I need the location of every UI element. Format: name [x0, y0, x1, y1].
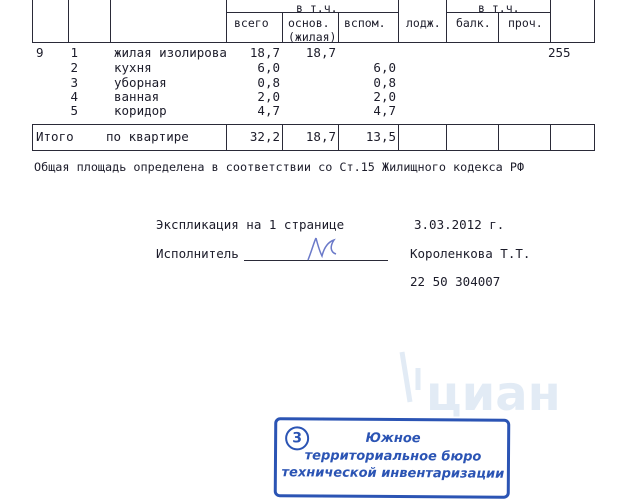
signature-icon	[300, 232, 344, 266]
col-other: проч.	[508, 16, 543, 30]
row-number: 3	[70, 75, 78, 90]
total-desc: по квартире	[106, 129, 189, 144]
row-number: 4	[70, 89, 78, 104]
col-aux: вспом.	[344, 16, 386, 30]
stamp	[274, 417, 511, 499]
stamp-line-2: территориальное бюро	[304, 448, 482, 465]
area-note: Общая площадь определена в соответствии со Ст.15 Жилищного кодекса РФ	[34, 160, 525, 174]
room-total: 0,8	[257, 75, 280, 90]
room-total: 18,7	[249, 45, 280, 60]
room-aux: 4,7	[373, 103, 396, 118]
room-name: кухня	[114, 60, 152, 75]
col-main: основ.	[288, 16, 330, 30]
executor-label: Исполнитель	[156, 246, 239, 261]
room-main: 18,7	[305, 45, 336, 60]
room-name: ванная	[114, 89, 160, 104]
col-balcony: балк.	[456, 16, 491, 30]
row-number: 2	[70, 60, 78, 75]
room-aux: 6,0	[373, 60, 396, 75]
stamp-line-1: Южное	[365, 430, 421, 447]
room-total: 2,0	[257, 89, 280, 104]
flat-number: 9	[36, 45, 44, 60]
total-aux: 13,5	[365, 129, 396, 144]
executor-name: Короленкова Т.Т.	[410, 246, 531, 261]
room-name: уборная	[114, 75, 167, 90]
watermark-text: циан	[426, 366, 561, 422]
stamp-line-3: технической инвентаризации	[281, 465, 505, 482]
row-number: 1	[70, 45, 78, 60]
stamp-number: 3	[285, 426, 309, 450]
extra-value: 255	[548, 45, 571, 60]
total-sum: 32,2	[249, 129, 280, 144]
executor-code: 22 50 304007	[410, 274, 501, 289]
col-loggia: лодж.	[406, 16, 441, 30]
explication-date: 3.03.2012 г.	[414, 217, 505, 232]
room-total: 4,7	[257, 103, 280, 118]
room-name: коридор	[114, 103, 167, 118]
room-total: 6,0	[257, 60, 280, 75]
total-label: Итого	[36, 129, 74, 144]
col-total: всего	[234, 16, 269, 30]
explication-text: Экспликация на 1 странице	[156, 217, 345, 232]
col-main-living: (жилая)	[288, 30, 337, 44]
subheader-incl: в т.ч.	[296, 1, 338, 15]
total-main: 18,7	[305, 129, 336, 144]
room-aux: 0,8	[373, 75, 396, 90]
row-number: 5	[70, 103, 78, 118]
subheader-incl-right: в т.ч.	[478, 1, 520, 15]
room-aux: 2,0	[373, 89, 396, 104]
room-name: жилая изолирова	[114, 45, 227, 60]
